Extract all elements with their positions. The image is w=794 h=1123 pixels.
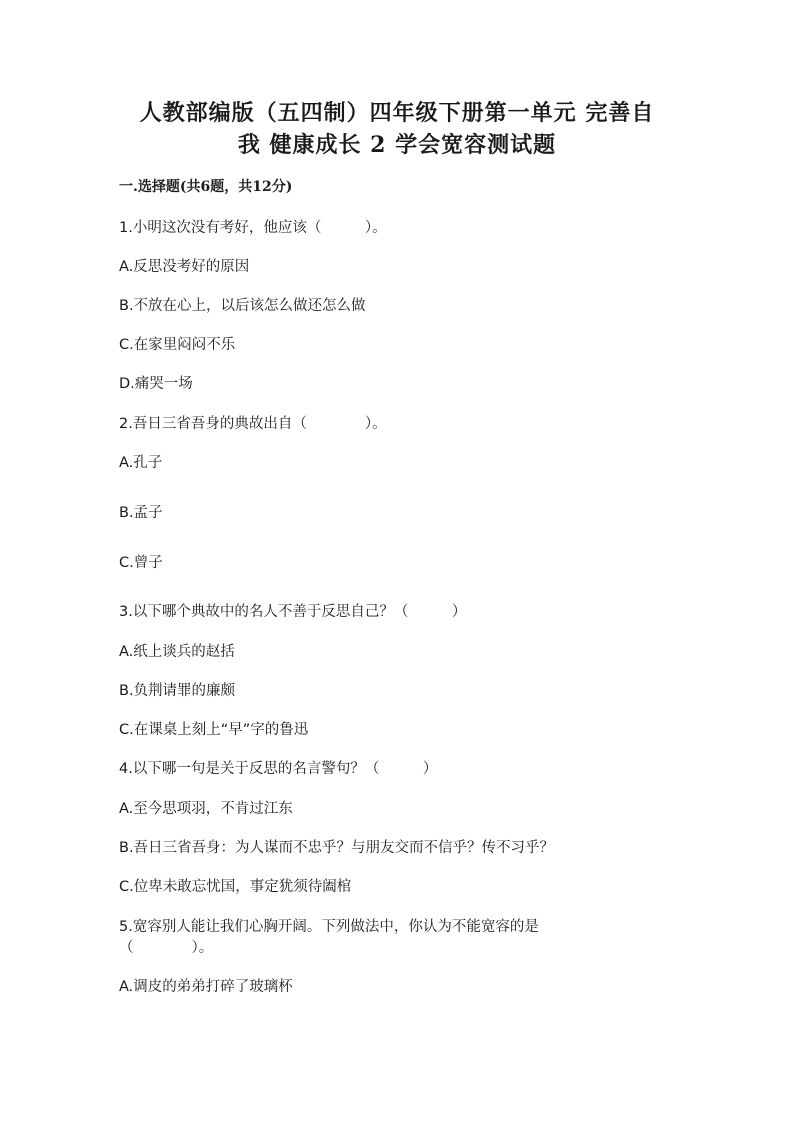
question-5-option-a: A.调皮的弟弟打碎了玻璃杯 — [119, 979, 293, 995]
question-3-option-a: A.纸上谈兵的赵括 — [119, 644, 235, 660]
question-4-option-a: A.至今思项羽，不肯过江东 — [119, 801, 293, 817]
question-2-option-b: B.孟子 — [119, 505, 163, 521]
document-title-line-1: 人教部编版（五四制）四年级下册第一单元 完善自 — [139, 100, 655, 126]
question-4-option-c: C.位卑未敢忘忧国，事定犹须待阖棺 — [119, 879, 352, 895]
question-3-stem: 3.以下哪个典故中的名人不善于反思自己？（ ） — [119, 604, 467, 620]
question-2-option-c: C.曾子 — [119, 555, 163, 571]
section-heading: 一.选择题(共6题，共12分) — [119, 179, 293, 195]
question-1-option-c: C.在家里闷闷不乐 — [119, 337, 236, 353]
question-2-stem: 2.吾日三省吾身的典故出自（ ）。 — [119, 416, 387, 432]
question-1-stem: 1.小明这次没有考好，他应该（ ）。 — [119, 220, 387, 236]
question-3-option-b: B.负荆请罪的廉颇 — [119, 683, 236, 699]
question-3-option-c: C.在课桌上刻上“早”字的鲁迅 — [119, 722, 309, 738]
document-title-line-2: 我 健康成长 2 学会宽容测试题 — [237, 132, 557, 158]
question-4-option-b: B.吾日三省吾身：为人谋而不忠乎？与朋友交而不信乎？传不习乎？ — [119, 840, 555, 856]
question-4-stem: 4.以下哪一句是关于反思的名言警句？（ ） — [119, 761, 438, 777]
question-5-stem-continued: （ ）。 — [119, 940, 214, 956]
question-1-option-b: B.不放在心上，以后该怎么做还怎么做 — [119, 298, 366, 314]
question-5-stem: 5.宽容别人能让我们心胸开阔。下列做法中，你认为不能宽容的是 — [119, 919, 539, 935]
question-1-option-a: A.反思没考好的原因 — [119, 259, 250, 275]
question-2-option-a: A.孔子 — [119, 455, 163, 471]
question-1-option-d: D.痛哭一场 — [119, 376, 193, 392]
